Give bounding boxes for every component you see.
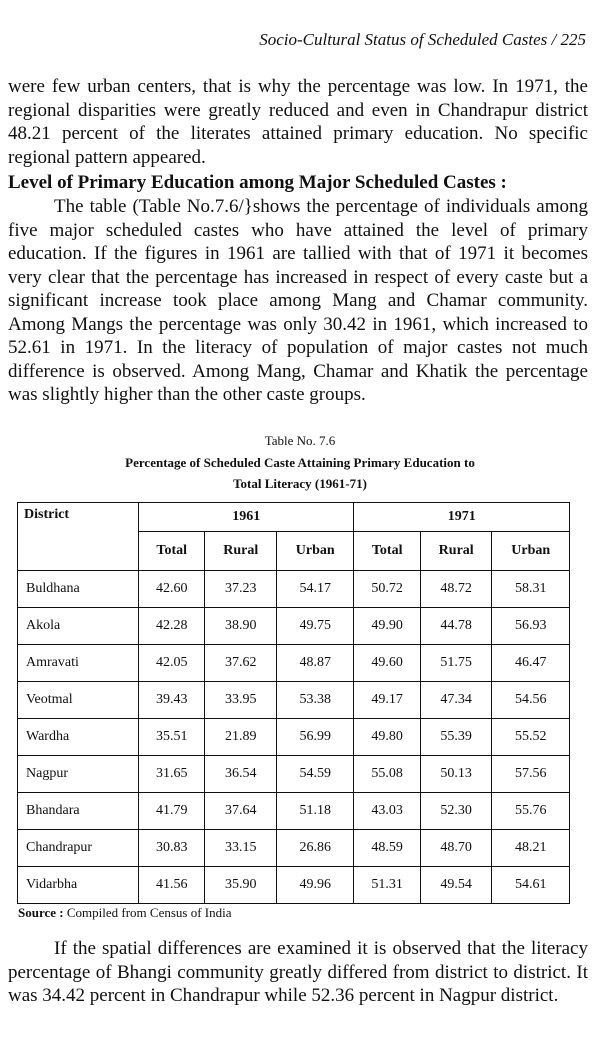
value-cell: 48.21 (492, 830, 570, 867)
value-cell: 52.30 (420, 793, 492, 830)
value-cell: 55.39 (420, 719, 492, 756)
value-cell: 21.89 (205, 719, 277, 756)
value-cell: 58.31 (492, 571, 570, 608)
value-cell: 31.65 (139, 756, 205, 793)
value-cell: 49.90 (354, 608, 420, 645)
value-cell: 38.90 (205, 608, 277, 645)
table-source (18, 905, 232, 921)
value-cell: 54.59 (277, 756, 354, 793)
table-row (18, 645, 570, 682)
value-cell: 33.95 (205, 682, 277, 719)
value-cell: 48.72 (420, 571, 492, 608)
sub-header-1961-rural: Rural (205, 532, 277, 571)
district-name-cell: Akola (18, 608, 139, 645)
source-text: Compiled from Census of India (66, 905, 232, 920)
section-heading: Level of Primary Education among Major Scheduled Castes : (8, 172, 507, 193)
table-row (18, 571, 570, 608)
value-cell: 35.90 (205, 867, 277, 904)
source-label: Source : (18, 905, 64, 920)
sub-header-1971-urban: Urban (492, 532, 570, 571)
value-cell: 42.60 (139, 571, 205, 608)
district-name-cell: Veotmal (18, 682, 139, 719)
year-1961-header: 1961 (139, 503, 354, 532)
table-caption-line-2: Total Literacy (1961-71) (233, 476, 367, 491)
value-cell: 55.08 (354, 756, 420, 793)
value-cell: 43.03 (354, 793, 420, 830)
table-row (18, 608, 570, 645)
district-name-cell: Chandrapur (18, 830, 139, 867)
year-1971-header: 1971 (354, 503, 570, 532)
value-cell: 48.59 (354, 830, 420, 867)
value-cell: 54.56 (492, 682, 570, 719)
table-row (18, 756, 570, 793)
district-name-cell: Buldhana (18, 571, 139, 608)
table-row (18, 682, 570, 719)
table-row (18, 867, 570, 904)
running-head: Socio-Cultural Status of Scheduled Castes / 225 (259, 30, 586, 49)
value-cell: 49.17 (354, 682, 420, 719)
value-cell: 42.28 (139, 608, 205, 645)
value-cell: 50.13 (420, 756, 492, 793)
value-cell: 49.80 (354, 719, 420, 756)
intro-paragraph: were few urban centers, that is why the percentage was low. In 1971, the regional disparities were greatly reduced and even in Chandrapur district 48.21 percent of the literates attained primary education. No specific regional pattern appeared. (8, 76, 588, 168)
value-cell: 36.54 (205, 756, 277, 793)
value-cell: 57.56 (492, 756, 570, 793)
value-cell: 39.43 (139, 682, 205, 719)
value-cell: 51.75 (420, 645, 492, 682)
value-cell: 26.86 (277, 830, 354, 867)
value-cell: 49.96 (277, 867, 354, 904)
district-name-cell: Nagpur (18, 756, 139, 793)
value-cell: 42.05 (139, 645, 205, 682)
value-cell: 53.38 (277, 682, 354, 719)
value-cell: 41.79 (139, 793, 205, 830)
district-name-cell: Bhandara (18, 793, 139, 830)
sub-header-1971-rural: Rural (420, 532, 492, 571)
value-cell: 49.60 (354, 645, 420, 682)
value-cell: 48.70 (420, 830, 492, 867)
value-cell: 56.99 (277, 719, 354, 756)
value-cell: 47.34 (420, 682, 492, 719)
table-number: Table No. 7.6 (264, 433, 336, 448)
value-cell: 49.54 (420, 867, 492, 904)
district-name-cell: Amravati (18, 645, 139, 682)
value-cell: 35.51 (139, 719, 205, 756)
value-cell: 51.31 (354, 867, 420, 904)
table-row (18, 719, 570, 756)
district-name-cell: Wardha (18, 719, 139, 756)
literacy-table (17, 502, 570, 904)
table-body (18, 571, 570, 904)
value-cell: 54.61 (492, 867, 570, 904)
value-cell: 37.62 (205, 645, 277, 682)
main-paragraph: The table (Table No.7.6/}shows the percentage of individuals among five major scheduled castes who have attained the level of primary education. If the figures in 1961 are tallied with that of 1971 it becomes very clear that the percentage has increased in respect of every caste but a significant increase took place among Mang and Chamar community. Among Mangs the percentage was only 30.42 in 1961, which increased to 52.61 in 1971. In the literacy of population of major castes not much difference is observed. Among Mang, Chamar and Khatik the percentage was slightly higher than the other caste groups. (8, 196, 588, 405)
value-cell: 41.56 (139, 867, 205, 904)
table-row (18, 830, 570, 867)
table-row (18, 793, 570, 830)
value-cell: 46.47 (492, 645, 570, 682)
sub-header-1961-urban: Urban (277, 532, 354, 571)
closing-paragraph: If the spatial differences are examined it is observed that the literacy percentage of Bhangi community greatly differed from district to district. It was 34.42 percent in Chandrapur while 52.36 percent in Nagpur district. (8, 938, 588, 1006)
value-cell: 30.83 (139, 830, 205, 867)
value-cell: 37.64 (205, 793, 277, 830)
table-caption-line-1: Percentage of Scheduled Caste Attaining Primary Education to (125, 455, 475, 470)
district-name-cell: Vidarbha (18, 867, 139, 904)
value-cell: 51.18 (277, 793, 354, 830)
sub-header-1961-total: Total (139, 532, 205, 571)
value-cell: 33.15 (205, 830, 277, 867)
value-cell: 48.87 (277, 645, 354, 682)
value-cell: 55.52 (492, 719, 570, 756)
value-cell: 50.72 (354, 571, 420, 608)
value-cell: 55.76 (492, 793, 570, 830)
value-cell: 54.17 (277, 571, 354, 608)
value-cell: 49.75 (277, 608, 354, 645)
sub-header-1971-total: Total (354, 532, 420, 571)
district-column-header: District (18, 503, 139, 571)
value-cell: 44.78 (420, 608, 492, 645)
value-cell: 37.23 (205, 571, 277, 608)
value-cell: 56.93 (492, 608, 570, 645)
